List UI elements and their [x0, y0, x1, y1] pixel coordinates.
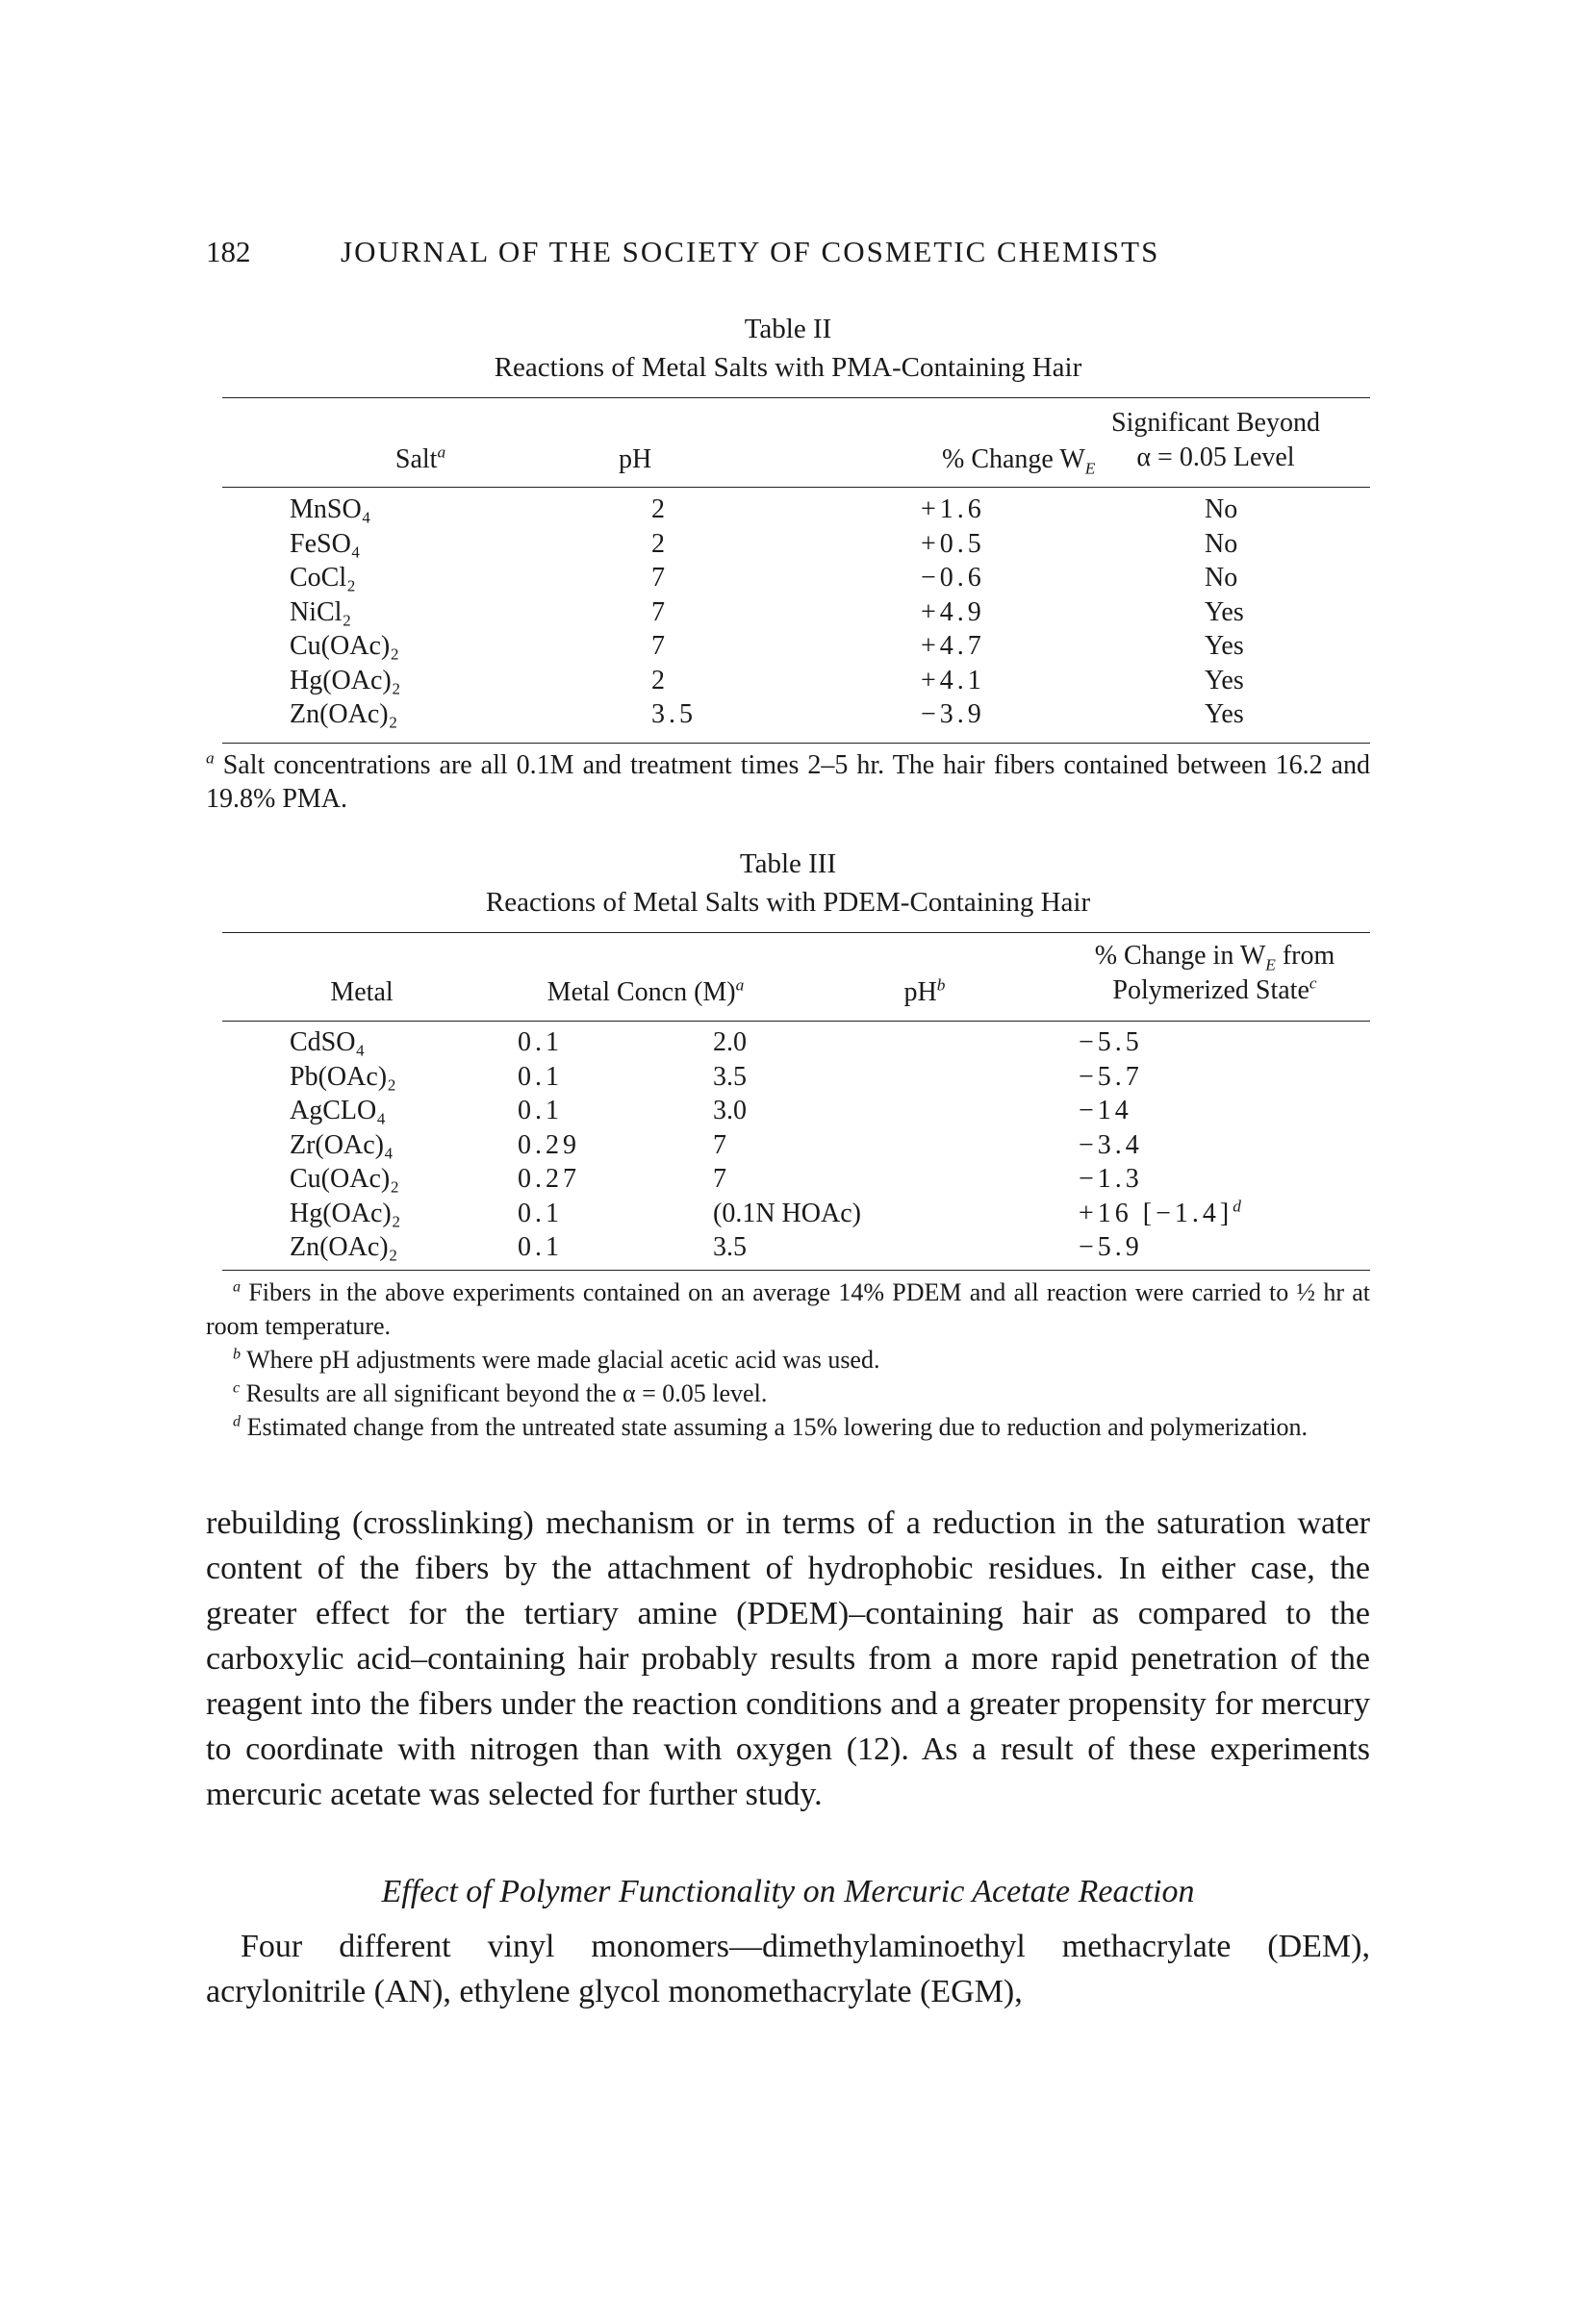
table3-title: Table III [739, 848, 837, 879]
table2-cell-spacer [222, 697, 290, 732]
table2-header-salt: Salt$^a$ [394, 442, 446, 474]
table2-cell-salt: FeSO₄ [290, 528, 361, 559]
table2-cell-change: +4.1 [921, 665, 985, 695]
table2-cell-spacer [222, 527, 290, 562]
table3-cell-spacer [222, 1128, 290, 1163]
table3-cell-spacer [222, 1094, 290, 1128]
table2-cell-ph: 2 [651, 528, 669, 559]
table3-cell-concn: 0.1 [518, 1096, 563, 1125]
table3-cell-metal: Zr(OAc)₄ [290, 1129, 394, 1160]
table2-cell-spacer [222, 595, 290, 630]
table2-cell-spacer [222, 664, 290, 698]
table2-cell-significance: Yes [1205, 631, 1244, 661]
table3-cell-change: +16 $[-1.4]^d$ [1079, 1197, 1245, 1228]
body-paragraph-2: Four different vinyl monomers—dimethylaminoethyl methacrylate (DEM), acrylonitrile (AN), ethylene glycol monomethacrylate (EGM), [206, 1929, 1370, 2009]
table3-cell-change: −5.7 [1079, 1061, 1143, 1092]
page-number: 182 [206, 235, 251, 268]
table2-cell-ph: 7 [651, 596, 669, 627]
table2-cell-salt: CoCl₂ [290, 563, 356, 593]
table2-row [222, 493, 1370, 527]
table3-cell-spacer [222, 1162, 290, 1197]
table2-cell-change: +1.6 [921, 494, 985, 524]
table3-cell-concn: 0.27 [518, 1164, 580, 1194]
body-paragraph-1: rebuilding (crosslinking) mechanism or in terms of a reduction in the saturation water content of the fibers by the attachment of hydrophobic residues. In either case, the greater effect for the tertiary amine (PDEM)–containing hair as compared to the carboxylic acid–containing hair probably results from a more rapid penetration of the reagent into the fibers under the reaction conditions and a greater propensity for mercury to coordinate with nitrogen than with oxygen (12). As a result of these experiments mercuric acetate was selected for further study. [206, 1505, 1370, 1812]
table2 [222, 402, 1370, 483]
table3-cell-ph: 2.0 [713, 1027, 747, 1057]
table3-footnote: $^a$ Fibers in the above experiments contained on an average 14% PDEM and all reaction were carried to ½ hr at room temperature. [206, 1278, 1371, 1340]
table3-cell-spacer [222, 1025, 290, 1060]
table2-header-change: % Change $W_E$ [942, 444, 1096, 478]
table3-subtitle: Reactions of Metal Salts with PDEM-Containing Hair [485, 887, 1091, 918]
table2-cell-significance: No [1205, 528, 1238, 559]
table3-cell-concn: 0.29 [518, 1129, 580, 1160]
table3-cell-spacer [222, 1230, 290, 1265]
table2-title: Table II [744, 314, 832, 344]
table2-footnote: $^a$ Salt concentrations are all 0.1M and treatment times 2–5 hr. The hair fibers contained between 16.2 and 19.8% PMA. [206, 748, 1370, 814]
table3-body [222, 1025, 1370, 1265]
table3-cell-concn: 0.1 [518, 1198, 563, 1228]
table3-cell-concn: 0.1 [518, 1061, 563, 1092]
table3-row [222, 1162, 1370, 1197]
table3-row [222, 1197, 1370, 1231]
table2-cell-significance: Yes [1205, 665, 1244, 695]
table2-header-ph: pH [619, 444, 652, 474]
table2-cell-change: −0.6 [921, 563, 985, 593]
table2-subtitle: Reactions of Metal Salts with PMA-Containing Hair [494, 352, 1082, 383]
table2-header-significance: Significant Beyond α = 0.05 Level [1111, 408, 1320, 472]
table3-header-ph: $pH^b$ [903, 975, 946, 1007]
table3-top-rule [222, 932, 1370, 933]
table3-cell-change: −14 [1079, 1096, 1132, 1125]
table2-row [222, 697, 1370, 732]
table3 [222, 935, 1370, 1016]
table2-body [222, 493, 1370, 732]
table2-cell-spacer [222, 561, 290, 595]
table2-cell-ph: 2 [651, 665, 669, 695]
table3-cell-change: −3.4 [1079, 1129, 1143, 1160]
table3-cell-ph: (0.1N HOAc) [713, 1198, 861, 1228]
table2-row [222, 629, 1370, 664]
table3-cell-ph: 3.0 [713, 1096, 747, 1125]
table3-row [222, 1094, 1370, 1128]
table3-cell-ph: 7 [713, 1164, 726, 1194]
table3-row [222, 1128, 1370, 1163]
table2-cell-salt: Hg(OAc)₂ [290, 665, 401, 695]
table2-cell-spacer [222, 629, 290, 664]
table3-row [222, 1025, 1370, 1060]
table2-cell-salt: Zn(OAc)₂ [290, 699, 398, 729]
table2-cell-significance: No [1205, 494, 1238, 524]
table3-header-change: % Change in $W_E$ from Polymerized State$^c$ [1094, 941, 1335, 1005]
table2-cell-ph: 7 [651, 563, 669, 593]
table3-cell-ph: 7 [713, 1129, 726, 1160]
table2-row [222, 595, 1370, 630]
table2-cell-ph: 7 [651, 631, 669, 661]
table3-row [222, 1060, 1370, 1095]
table2-cell-change: +4.7 [921, 631, 985, 661]
table3-cell-metal: CdSO₄ [290, 1027, 366, 1057]
table2-cell-significance: No [1205, 563, 1238, 593]
table3-footnote: $^b$ Where pH adjustments were made glacial acetic acid was used. [233, 1346, 880, 1374]
table3-cell-metal: Zn(OAc)₂ [290, 1232, 398, 1262]
table3-cell-concn: 0.1 [518, 1027, 563, 1057]
table3-cell-metal: Cu(OAc)₂ [290, 1164, 399, 1194]
table2-top-rule [222, 397, 1370, 398]
table3-cell-metal: AgCLO₄ [290, 1096, 386, 1125]
table3-cell-change: −5.9 [1079, 1232, 1143, 1262]
table2-cell-salt: NiCl₂ [290, 596, 352, 627]
table2-bottom-rule [222, 743, 1370, 744]
table2-cell-salt: MnSO₄ [290, 494, 371, 524]
table2-row [222, 664, 1370, 698]
table3-footnote: $^d$ Estimated change from the untreated state assuming a 15% lowering due to reduction and polymerization. [233, 1413, 1309, 1441]
running-head: JOURNAL OF THE SOCIETY OF COSMETIC CHEMISTS [341, 235, 1160, 268]
table3-cell-change: −1.3 [1079, 1164, 1143, 1194]
table3-bottom-rule [222, 1270, 1370, 1271]
table3-cell-metal: Pb(OAc)₂ [290, 1061, 396, 1092]
table3-header-metal: Metal [330, 977, 394, 1007]
table2-cell-significance: Yes [1205, 596, 1244, 627]
table2-cell-ph: 3.5 [651, 699, 697, 729]
table3-cell-spacer [222, 1060, 290, 1095]
table3-header-rule [222, 1021, 1370, 1022]
table3-cell-concn: 0.1 [518, 1232, 563, 1262]
table3-cell-ph: 3.5 [713, 1061, 747, 1092]
table3-cell-ph: 3.5 [713, 1232, 747, 1262]
table2-header-rule [222, 487, 1370, 488]
table3-footnotes [206, 1276, 1370, 1444]
table2-cell-significance: Yes [1205, 699, 1244, 729]
section-heading: Effect of Polymer Functionality on Mercuric Acetate Reaction [381, 1874, 1195, 1909]
table2-row [222, 527, 1370, 562]
table2-cell-change: −3.9 [921, 699, 985, 729]
table2-cell-salt: Cu(OAc)₂ [290, 631, 399, 661]
table2-cell-spacer [222, 493, 290, 527]
table3-cell-change: −5.5 [1079, 1027, 1143, 1057]
table2-cell-change: +0.5 [921, 528, 985, 559]
table2-row [222, 561, 1370, 595]
table3-cell-metal: Hg(OAc)₂ [290, 1198, 401, 1228]
table3-header-concn: Metal Concn $(M)^a$ [547, 975, 745, 1007]
table3-footnote: $^c$ Results are all significant beyond the α = 0.05 level. [233, 1379, 768, 1407]
table2-cell-change: +4.9 [921, 596, 985, 627]
table2-cell-ph: 2 [651, 494, 669, 524]
table3-cell-spacer [222, 1197, 290, 1231]
table3-row [222, 1230, 1370, 1265]
